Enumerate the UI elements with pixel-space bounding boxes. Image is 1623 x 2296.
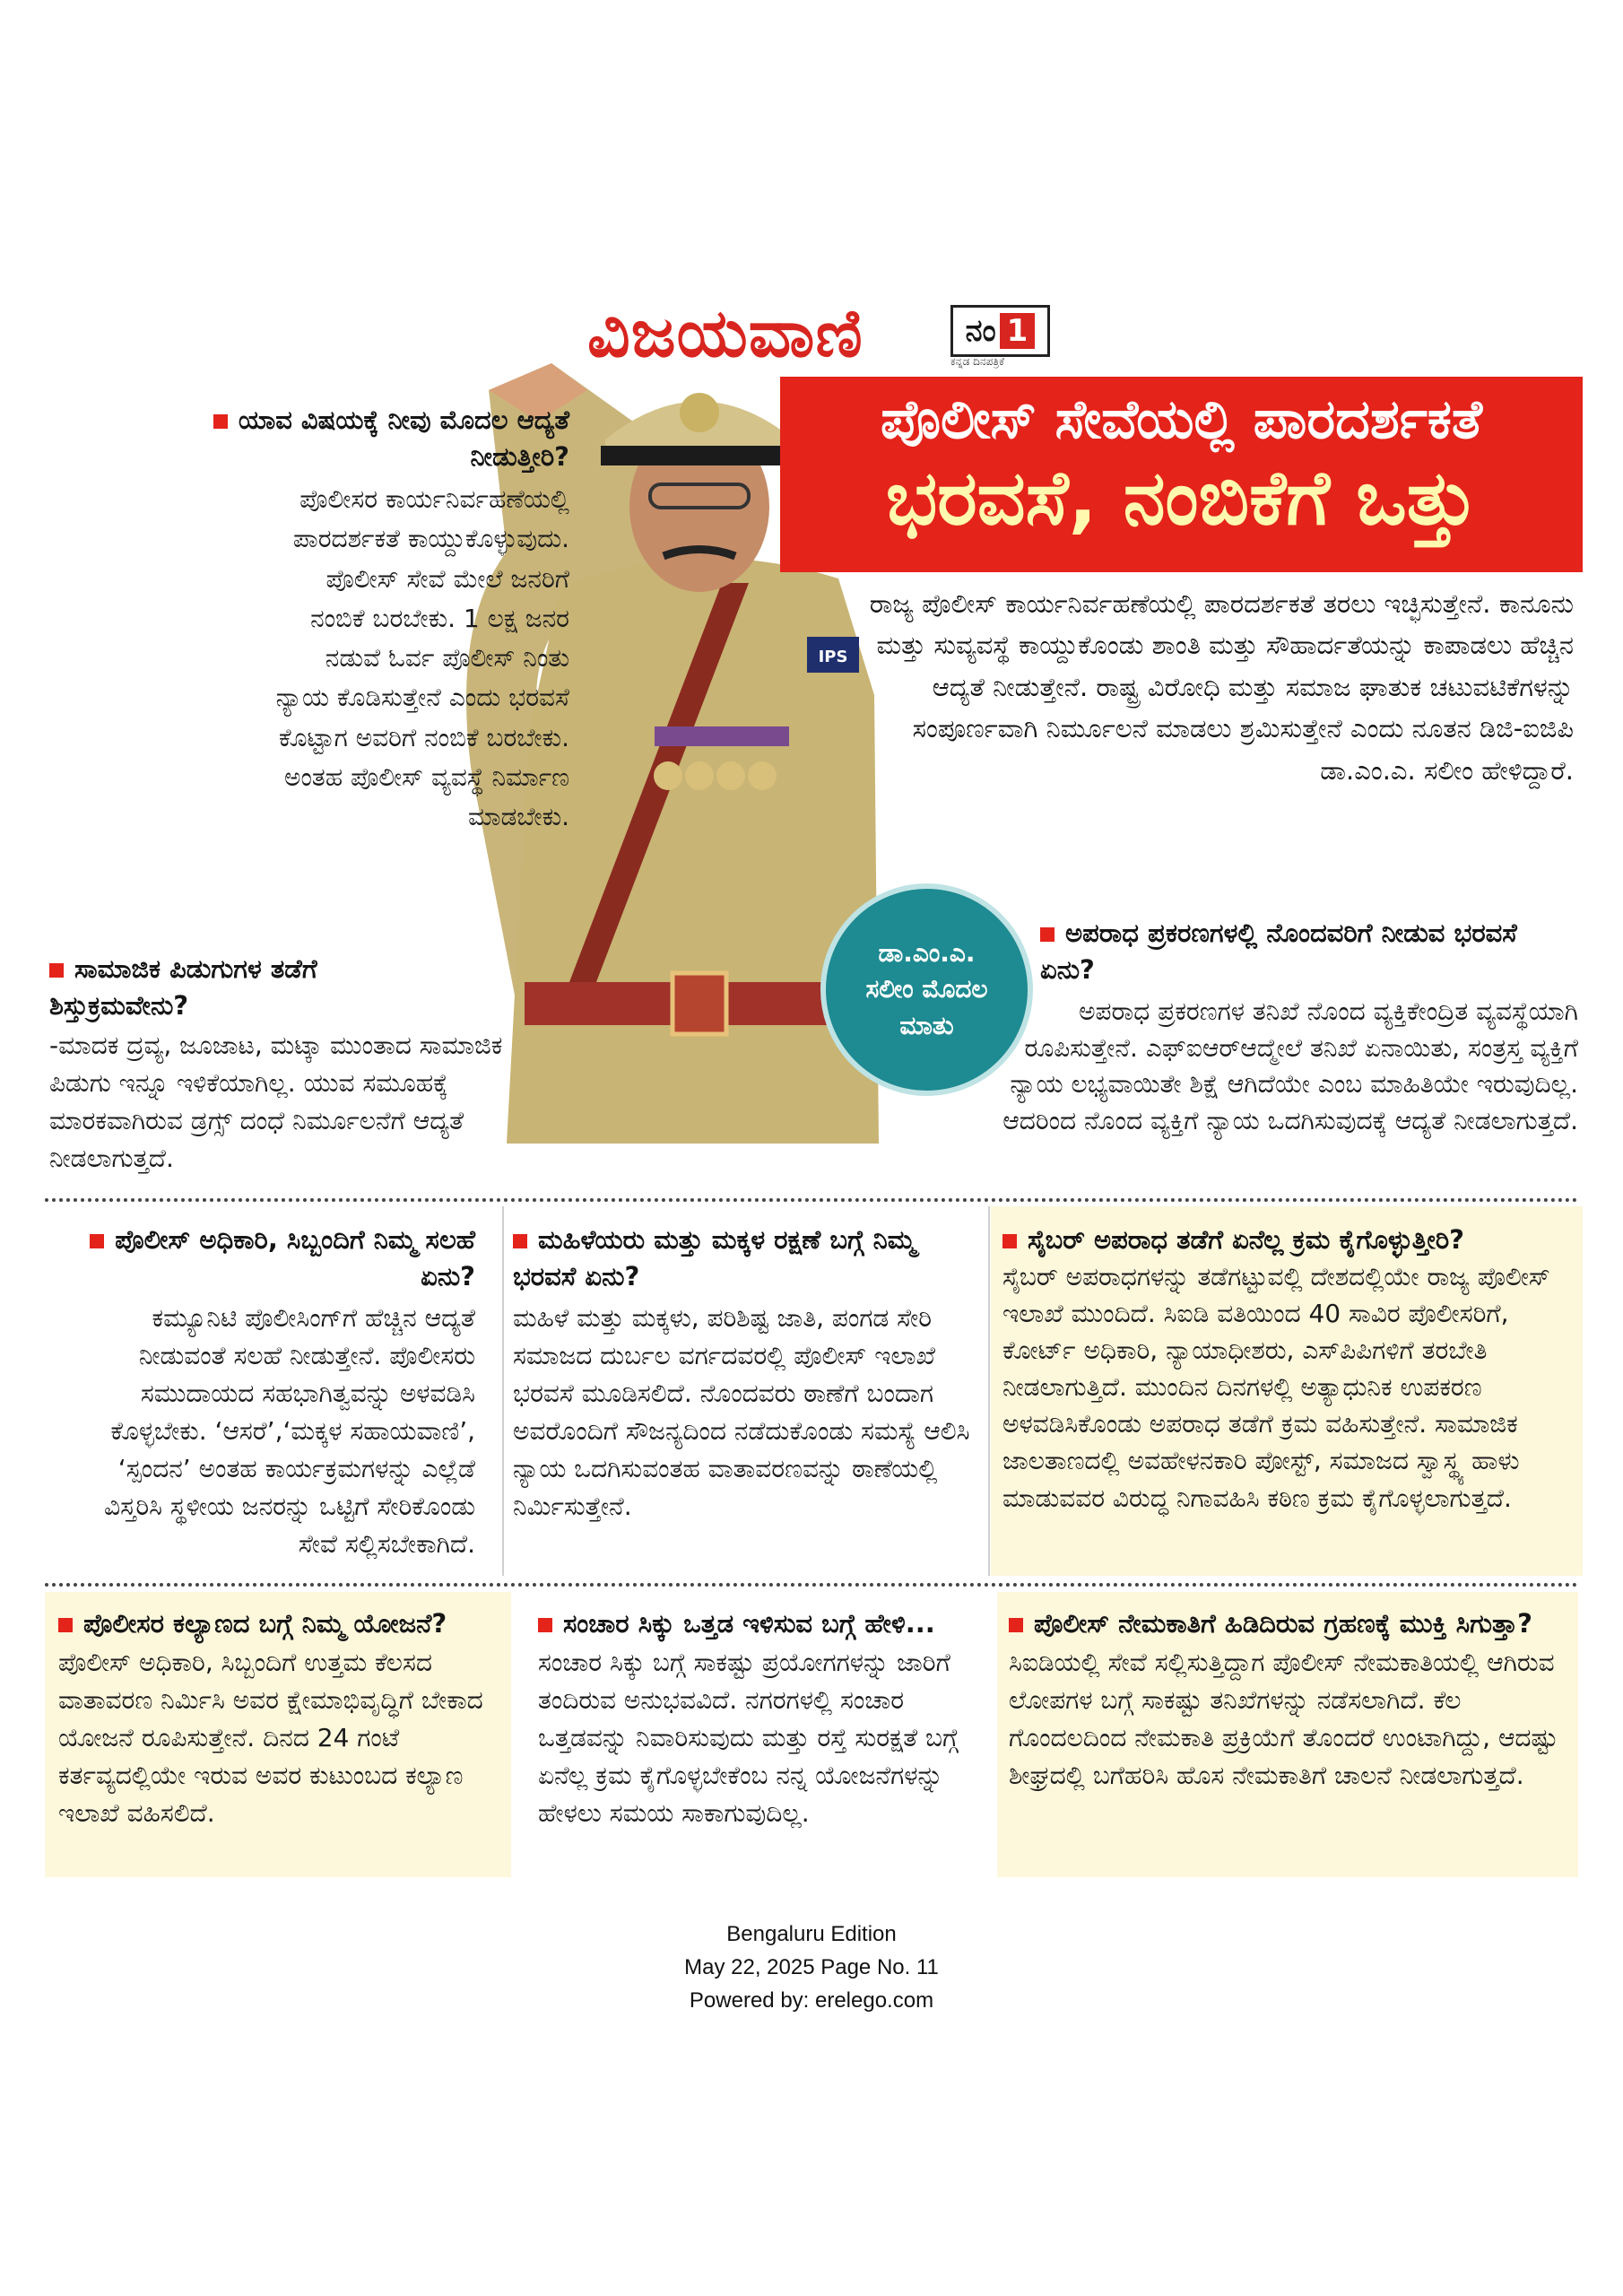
footer-edition: Bengaluru Edition — [726, 1922, 897, 1946]
question: ಸೈಬರ್ ಅಪರಾಧ ತಡೆಗೆ ಏನೆಲ್ಲ ಕ್ರಮ ಕೈಗೊಳ್ಳುತ್ತೀರಿ? — [1002, 1222, 1576, 1258]
question: ಪೊಲೀಸರ ಕಲ್ಯಾಣದ ಬಗ್ಗೆ ನಿಮ್ಮ ಯೋಜನೆ? — [58, 1605, 502, 1642]
bullet-square-icon — [538, 1618, 552, 1632]
question: ಸಂಚಾರ ಸಿಕ್ಕು ಒತ್ತಡ ಇಳಿಸುವ ಬಗ್ಗೆ ಹೇಳಿ... — [538, 1605, 982, 1642]
qa-priority — [166, 402, 569, 837]
column-divider — [502, 1206, 504, 1576]
section-divider — [45, 1198, 1578, 1202]
section-divider — [45, 1583, 1578, 1587]
bullet-square-icon — [513, 1234, 527, 1248]
bullet-square-icon — [213, 414, 228, 429]
bullet-square-icon — [58, 1618, 73, 1632]
answer: ಪೊಲೀಸ್ ಅಧಿಕಾರಿ, ಸಿಬ್ಬಂದಿಗೆ ಉತ್ತಮ ಕೆಲಸದ ವಾತಾವರಣ ನಿರ್ಮಿಸಿ ಅವರ ಕ್ಷೇಮಾಭಿವೃದ್ಧಿಗೆ ಬೇಕಾದ ಯೋಜನೆ ರೂಪಿಸುತ್ತೇನೆ. ದಿನದ 24 ಗಂಟೆ ಕರ್ತವ್ಯದಲ್ಲಿಯೇ ಇರುವ ಅವರ ಕುಟುಂಬದ ಕಲ್ಯಾಣ ಇಲಾಖೆ ವಹಿಸಲಿದೆ. — [58, 1647, 483, 1828]
lead-paragraph: ರಾಜ್ಯ ಪೊಲೀಸ್ ಕಾರ್ಯನಿರ್ವಹಣೆಯಲ್ಲಿ ಪಾರದರ್ಶಕತೆ ತರಲು ಇಚ್ಛಿಸುತ್ತೇನೆ. ಕಾನೂನು ಮತ್ತು ಸುವ್ಯವಸ್ಥೆ ಕಾಯ್ದುಕೊಂಡು ಶಾಂತಿ ಮತ್ತು ಸೌಹಾರ್ದತೆಯನ್ನು ಕಾಪಾಡಲು ಹೆಚ್ಚಿನ ಆದ್ಯತೆ ನೀಡುತ್ತೇನೆ. ರಾಷ್ಟ್ರ ವಿರೋಧಿ ಮತ್ತು ಸಮಾಜ ಘಾತುಕ ಚಟುವಟಿಕೆಗಳನ್ನು ಸಂಪೂರ್ಣವಾಗಿ ನಿರ್ಮೂಲನೆ ಮಾಡಲು ಶ್ರಮಿಸುತ್ತೇನೆ ಎಂದು ನೂತನ ಡಿಜಿ-ಐಜಿಪಿ ಡಾ.ಎಂ.ಎ. ಸಲೀಂ ಹೇಳಿದ್ದಾರೆ. — [869, 588, 1574, 786]
question: ಪೊಲೀಸ್ ಅಧಿಕಾರಿ, ಸಿಬ್ಬಂದಿಗೆ ನಿಮ್ಮ ಸಲಹೆ ಏನು? — [81, 1222, 475, 1294]
qa-social — [49, 951, 534, 1178]
masthead-tagline: ಕನ್ನಡ ದಿನಪತ್ರಿಕೆ — [950, 355, 1005, 368]
answer: ಪೊಲೀಸರ ಕಾರ್ಯನಿರ್ವಹಣೆಯಲ್ಲಿ ಪಾರದರ್ಶಕತೆ ಕಾಯ್ದುಕೊಳ್ಳುವುದು. ಪೊಲೀಸ್ ಸೇವೆ ಮೇಲೆ ಜನರಿಗೆ ನಂಬಿಕೆ ಬರಬೇಕು. 1 ಲಕ್ಷ ಜನರ ನಡುವೆ ಓರ್ವ ಪೊಲೀಸ್ ನಿಂತು ನ್ಯಾಯ ಕೊಡಿಸುತ್ತೇನೆ ಎಂದು ಭರವಸೆ ಕೊಟ್ಟಾಗ ಅವರಿಗೆ ನಂಬಿಕೆ ಬರಬೇಕು. ಅಂತಹ ಪೊಲೀಸ್ ವ್ಯವಸ್ಥೆ ನಿರ್ಮಾಣ ಮಾಡಬೇಕು. — [275, 484, 569, 832]
newspaper-masthead: ವಿಜಯವಾಣಿ — [587, 295, 864, 372]
ips-badge: IPS — [818, 648, 848, 666]
column-divider — [988, 1206, 990, 1576]
question: ಸಾಮಾಜಿಕ ಪಿಡುಗುಗಳ ತಡೆಗೆ ಶಿಸ್ತುಕ್ರಮವೇನು? — [49, 953, 317, 1021]
footer-date-page: May 22, 2025 Page No. 11 — [684, 1955, 939, 1980]
headline-line1: ಪೊಲೀಸ್ ಸೇವೆಯಲ್ಲಿ ಪಾರದರ್ಶಕತೆ — [880, 388, 1483, 451]
qa-welfare — [58, 1605, 502, 1832]
qa-staff-advice — [81, 1222, 475, 1563]
circle-line3: ಮಾತು — [899, 1010, 954, 1040]
qa-victims-answer: ಅಪರಾಧ ಪ್ರಕರಣಗಳ ತನಿಖೆ ನೊಂದ ವ್ಯಕ್ತಿಕೇಂದ್ರಿತ ವ್ಯವಸ್ಥೆಯಾಗಿ ರೂಪಿಸುತ್ತೇನೆ. ಎಫ್‌ಐಆರ್‌ಆದ್ಮೇಲೆ ತನಿಖೆ ಏನಾಯಿತು, ಸಂತ್ರಸ್ತ ವ್ಯಕ್ತಿಗೆ ನ್ಯಾಯ ಲಭ್ಯವಾಯಿತೇ ಶಿಕ್ಷೆ ಆಗಿದೆಯೇ ಎಂಬ ಮಾಹಿತಿಯೇ ಇರುವುದಿಲ್ಲ. ಆದರಿಂದ ನೊಂದ ವ್ಯಕ್ತಿಗೆ ನ್ಯಾಯ ಒದಗಿಸುವುದಕ್ಕೆ ಆದ್ಯತೆ ನೀಡಲಾಗುತ್ತದೆ. — [1002, 996, 1578, 1135]
bullet-square-icon — [1002, 1234, 1017, 1248]
question: ಮಹಿಳೆಯರು ಮತ್ತು ಮಕ್ಕಳ ರಕ್ಷಣೆ ಬಗ್ಗೆ ನಿಮ್ಮ ಭರವಸೆ ಏನು? — [513, 1224, 916, 1292]
question: ಅಪರಾಧ ಪ್ರಕರಣಗಳಲ್ಲಿ ನೊಂದವರಿಗೆ ನೀಡುವ ಭರವಸೆ ಏನು? — [1040, 918, 1517, 985]
answer: -ಮಾದಕ ದ್ರವ್ಯ, ಜೂಜಾಟ, ಮಟ್ಕಾ ಮುಂತಾದ ಸಾಮಾಜಿಕ ಪಿಡುಗು ಇನ್ನೂ ಇಳಿಕೆಯಾಗಿಲ್ಲ. ಯುವ ಸಮೂಹಕ್ಕೆ ಮಾರಕವಾಗಿರುವ ಡ್ರಗ್ಸ್ ದಂಧೆ ನಿರ್ಮೂಲನೆಗೆ ಆದ್ಯತೆ ನೀಡಲಾಗುತ್ತದೆ. — [49, 1031, 503, 1174]
footer-powered-by: Powered by: erelego.com — [689, 1988, 934, 2013]
answer: ಮಹಿಳೆ ಮತ್ತು ಮಕ್ಕಳು, ಪರಿಶಿಷ್ಟ ಜಾತಿ, ಪಂಗಡ ಸೇರಿ ಸಮಾಜದ ದುರ್ಬಲ ವರ್ಗದವರಲ್ಲಿ ಪೊಲೀಸ್ ಇಲಾಖೆ ಭರವಸೆ ಮೂಡಿಸಲಿದೆ. ನೊಂದವರು ಠಾಣೆಗೆ ಬಂದಾಗ ಅವರೊಂದಿಗೆ ಸೌಜನ್ಯದಿಂದ ನಡೆದುಕೊಂಡು ಸಮಸ್ಯೆ ಆಲಿಸಿ ನ್ಯಾಯ ಒದಗಿಸುವಂತಹ ವಾತಾವರಣವನ್ನು ಠಾಣೆಯಲ್ಲಿ ನಿರ್ಮಿಸುತ್ತೇನೆ. — [513, 1303, 970, 1522]
qa-women-children — [513, 1222, 970, 1526]
answer: ಕಮ್ಯೂನಿಟಿ ಪೊಲೀಸಿಂಗ್‌ಗೆ ಹೆಚ್ಚಿನ ಆದ್ಯತೆ ನೀಡುವಂತೆ ಸಲಹೆ ನೀಡುತ್ತೇನೆ. ಪೊಲೀಸರು ಸಮುದಾಯದ ಸಹಭಾಗಿತ್ವವನ್ನು ಅಳವಡಿಸಿ ಕೊಳ್ಳಬೇಕು. ‘ಆಸರೆ’,‘ಮಕ್ಕಳ ಸಹಾಯವಾಣಿ’, ‘ಸ್ಪಂದನ’ ಅಂತಹ ಕಾರ್ಯಕ್ರಮಗಳನ್ನು ಎಲ್ಲೆಡೆ ವಿಸ್ತರಿಸಿ ಸ್ಥಳೀಯ ಜನರನ್ನು ಒಟ್ಟಿಗೆ ಸೇರಿಕೊಂಡು ಸೇವೆ ಸಲ್ಲಿಸಬೇಕಾಗಿದೆ. — [104, 1303, 475, 1560]
question: ಪೊಲೀಸ್ ನೇಮಕಾತಿಗೆ ಹಿಡಿದಿರುವ ಗ್ರಹಣಕ್ಕೆ ಮುಕ್ತಿ ಸಿಗುತ್ತಾ? — [1009, 1605, 1565, 1642]
qa-cyber — [1002, 1222, 1576, 1517]
bullet-square-icon — [90, 1234, 104, 1248]
page-footer — [0, 1918, 1623, 2018]
headline-line2: ಭರವಸೆ, ನಂಬಿಕೆಗೆ ಒತ್ತು — [885, 454, 1478, 542]
answer: ಸಂಚಾರ ಸಿಕ್ಕು ಬಗ್ಗೆ ಸಾಕಷ್ಟು ಪ್ರಯೋಗಗಳನ್ನು ಜಾರಿಗೆ ತಂದಿರುವ ಅನುಭವವಿದೆ. ನಗರಗಳಲ್ಲಿ ಸಂಚಾರ ಒತ್ತಡವನ್ನು ನಿವಾರಿಸುವುದು ಮತ್ತು ರಸ್ತೆ ಸುರಕ್ಷತೆ ಬಗ್ಗೆ ಏನೆಲ್ಲ ಕ್ರಮ ಕೈಗೊಳ್ಳಬೇಕೆಂಬ ನನ್ನ ಯೋಜನೆಗಳನ್ನು ಹೇಳಲು ಸಮಯ ಸಾಕಾಗುವುದಿಲ್ಲ. — [538, 1647, 959, 1828]
qa-traffic — [538, 1605, 982, 1832]
circle-line1: ಡಾ.ಎಂ.ಎ. — [878, 937, 976, 968]
badge-text: ನಂ — [965, 313, 996, 349]
bullet-square-icon — [49, 963, 64, 978]
qa-victims — [1040, 915, 1574, 987]
bullet-square-icon — [1040, 927, 1055, 942]
qa-recruitment — [1009, 1605, 1565, 1795]
number-one-badge — [950, 305, 1050, 357]
answer: ಸೈಬರ್ ಅಪರಾಧಗಳನ್ನು ತಡೆಗಟ್ಟುವಲ್ಲಿ ದೇಶದಲ್ಲಿಯೇ ರಾಜ್ಯ ಪೊಲೀಸ್ ಇಲಾಖೆ ಮುಂದಿದೆ. ಸಿಐಡಿ ವತಿಯಿಂದ 40 ಸಾವಿರ ಪೊಲೀಸರಿಗೆ, ಕೋರ್ಟ್ ಅಧಿಕಾರಿ, ನ್ಯಾಯಾಧೀಶರು, ಎಸ್‌ಪಿಪಿಗಳಿಗೆ ತರಬೇತಿ ನೀಡಲಾಗುತ್ತಿದೆ. ಮುಂದಿನ ದಿನಗಳಲ್ಲಿ ಅತ್ಯಾಧುನಿಕ ಉಪಕರಣ ಅಳವಡಿಸಿಕೊಂಡು ಅಪರಾಧ ತಡೆಗೆ ಕ್ರಮ ವಹಿಸುತ್ತೇನೆ. ಸಾಮಾಜಿಕ ಜಾಲತಾಣದಲ್ಲಿ ಅವಹೇಳನಕಾರಿ ಪೋಸ್ಟ್, ಸಮಾಜದ ಸ್ವಾಸ್ಥ್ಯ ಹಾಳು ಮಾಡುವವರ ವಿರುದ್ಧ ನಿಗಾವಹಿಸಿ ಕಠಿಣ ಕ್ರಮ ಕೈಗೊಳ್ಳಲಾಗುತ್ತದೆ. — [1002, 1261, 1550, 1513]
answer: ಸಿಐಡಿಯಲ್ಲಿ ಸೇವೆ ಸಲ್ಲಿಸುತ್ತಿದ್ದಾಗ ಪೊಲೀಸ್ ನೇಮಕಾತಿಯಲ್ಲಿ ಆಗಿರುವ ಲೋಪಗಳ ಬಗ್ಗೆ ಸಾಕಷ್ಟು ತನಿಖೆಗಳನ್ನು ನಡೆಸಲಾಗಿದೆ. ಕೆಲ ಗೊಂದಲದಿಂದ ನೇಮಕಾತಿ ಪ್ರಕ್ರಿಯೆಗೆ ತೊಂದರೆ ಉಂಟಾಗಿದ್ದು, ಆದಷ್ಟು ಶೀಘ್ರದಲ್ಲಿ ಬಗೆಹರಿಸಿ ಹೊಸ ನೇಮಕಾತಿಗೆ ಚಾಲನೆ ನೀಡಲಾಗುತ್ತದೆ. — [1009, 1647, 1558, 1790]
circle-line2: ಸಲೀಂ ಮೊದಲ — [865, 974, 988, 1004]
headline-box — [780, 377, 1583, 572]
bullet-square-icon — [1009, 1618, 1023, 1632]
badge-number: 1 — [1000, 313, 1036, 349]
question: ಯಾವ ವಿಷಯಕ್ಕೆ ನೀವು ಮೊದಲ ಆದ್ಯತೆ ನೀಡುತ್ತೀರಿ? — [166, 402, 569, 474]
